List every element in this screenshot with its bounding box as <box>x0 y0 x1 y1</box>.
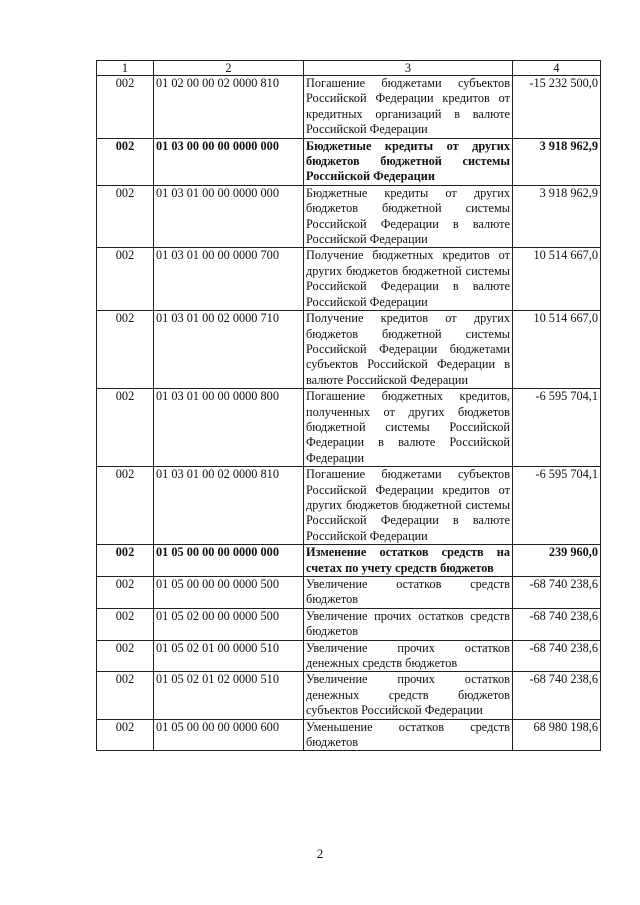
admin-code-cell: 002 <box>97 640 154 672</box>
amount-cell: -68 740 238,6 <box>513 640 601 672</box>
table-row <box>97 719 601 751</box>
admin-code-cell: 002 <box>97 185 154 248</box>
budget-code-cell: 01 05 00 00 00 0000 500 <box>154 577 304 609</box>
page-number: 2 <box>316 846 324 861</box>
description-cell: Бюджетные кредиты от других бюджетов бюджетной системы Российской Федерации <box>304 138 513 185</box>
description-cell: Увеличение прочих остатков средств бюджетов <box>304 608 513 640</box>
budget-code-cell: 01 05 02 01 00 0000 510 <box>154 640 304 672</box>
table-row <box>97 248 601 311</box>
description-cell: Получение кредитов от других бюджетов бюджетной системы Российской Федерации бюджетами субъектов Российской Федерации в валюте Российской Федерации <box>304 311 513 389</box>
budget-code-cell: 01 03 01 00 02 0000 710 <box>154 311 304 389</box>
admin-code-cell: 002 <box>97 577 154 609</box>
amount-cell: -68 740 238,6 <box>513 608 601 640</box>
budget-code-cell: 01 05 02 01 02 0000 510 <box>154 672 304 719</box>
amount-cell: -6 595 704,1 <box>513 467 601 545</box>
table-row <box>97 640 601 672</box>
description-cell: Увеличение остатков средств бюджетов <box>304 577 513 609</box>
budget-code-cell: 01 05 00 00 00 0000 000 <box>154 545 304 577</box>
description-cell: Погашение бюджетных кредитов, полученных от других бюджетов бюджетной системы Российской Федерации в валюте Российской Федерации <box>304 389 513 467</box>
table-body <box>97 76 601 751</box>
admin-code-cell: 002 <box>97 248 154 311</box>
table-row <box>97 185 601 248</box>
table-row <box>97 577 601 609</box>
budget-code-cell: 01 03 01 00 00 0000 800 <box>154 389 304 467</box>
table-row <box>97 76 601 139</box>
budget-code-cell: 01 03 01 00 00 0000 000 <box>154 185 304 248</box>
budget-code-cell: 01 05 00 00 00 0000 600 <box>154 719 304 751</box>
budget-code-cell: 01 02 00 00 02 0000 810 <box>154 76 304 139</box>
column-header-2: 2 <box>154 61 304 76</box>
table-row <box>97 672 601 719</box>
table-row <box>97 138 601 185</box>
admin-code-cell: 002 <box>97 389 154 467</box>
budget-code-cell: 01 03 01 00 00 0000 700 <box>154 248 304 311</box>
table-header-row <box>97 61 601 76</box>
amount-cell: -15 232 500,0 <box>513 76 601 139</box>
admin-code-cell: 002 <box>97 672 154 719</box>
admin-code-cell: 002 <box>97 311 154 389</box>
admin-code-cell: 002 <box>97 719 154 751</box>
amount-cell: 10 514 667,0 <box>513 248 601 311</box>
amount-cell: -68 740 238,6 <box>513 577 601 609</box>
description-cell: Увеличение прочих остатков денежных средств бюджетов <box>304 640 513 672</box>
budget-code-cell: 01 03 01 00 02 0000 810 <box>154 467 304 545</box>
column-header-3: 3 <box>304 61 513 76</box>
description-cell: Получение бюджетных кредитов от других бюджетов бюджетной системы Российской Федерации в валюте Российской Федерации <box>304 248 513 311</box>
table-row <box>97 545 601 577</box>
column-header-4: 4 <box>513 61 601 76</box>
amount-cell: 68 980 198,6 <box>513 719 601 751</box>
description-cell: Бюджетные кредиты от других бюджетов бюджетной системы Российской Федерации в валюте Российской Федерации <box>304 185 513 248</box>
budget-code-cell: 01 03 00 00 00 0000 000 <box>154 138 304 185</box>
admin-code-cell: 002 <box>97 467 154 545</box>
admin-code-cell: 002 <box>97 76 154 139</box>
description-cell: Погашение бюджетами субъектов Российской Федерации кредитов от других бюджетов бюджетной системы Российской Федерации в валюте Российской Федерации <box>304 467 513 545</box>
amount-cell: 3 918 962,9 <box>513 138 601 185</box>
description-cell: Изменение остатков средств на счетах по учету средств бюджетов <box>304 545 513 577</box>
amount-cell: -68 740 238,6 <box>513 672 601 719</box>
description-cell: Увеличение прочих остатков денежных средств бюджетов субъектов Российской Федерации <box>304 672 513 719</box>
budget-sources-table <box>96 60 601 751</box>
amount-cell: 239 960,0 <box>513 545 601 577</box>
table-row <box>97 608 601 640</box>
column-header-1: 1 <box>97 61 154 76</box>
amount-cell: 10 514 667,0 <box>513 311 601 389</box>
table-row <box>97 467 601 545</box>
amount-cell: 3 918 962,9 <box>513 185 601 248</box>
table-row <box>97 311 601 389</box>
budget-code-cell: 01 05 02 00 00 0000 500 <box>154 608 304 640</box>
description-cell: Погашение бюджетами субъектов Российской Федерации кредитов от кредитных организаций в валюте Российской Федерации <box>304 76 513 139</box>
admin-code-cell: 002 <box>97 608 154 640</box>
description-cell: Уменьшение остатков средств бюджетов <box>304 719 513 751</box>
admin-code-cell: 002 <box>97 545 154 577</box>
table-row <box>97 389 601 467</box>
amount-cell: -6 595 704,1 <box>513 389 601 467</box>
admin-code-cell: 002 <box>97 138 154 185</box>
